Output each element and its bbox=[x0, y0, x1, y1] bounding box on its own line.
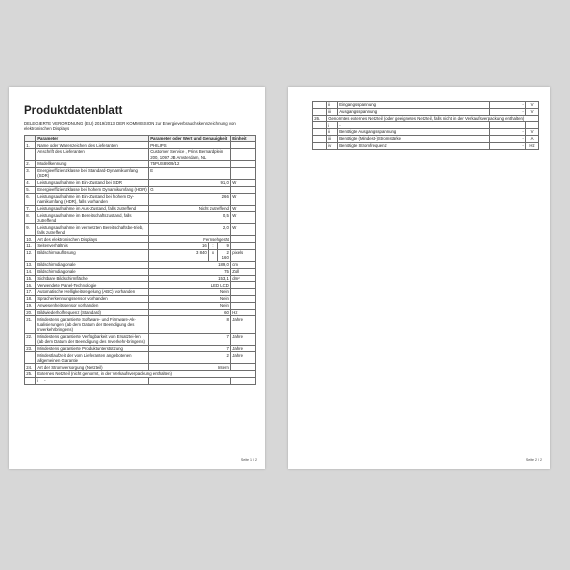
row-parameter: Benötigte (Mindest-)Stromstärke bbox=[338, 135, 490, 142]
table-row bbox=[25, 167, 256, 179]
row-parameter: Automatische Helligkeitsregelung (ABC) vorhanden bbox=[36, 289, 149, 296]
row-parameter: Energieeffizienzklasse bei hohem Dynamikumfang (HDR) bbox=[37, 187, 147, 193]
row-parameter: Leistungsaufnahme im Ein-Zustand bei SDR bbox=[36, 179, 149, 186]
row-value: - bbox=[490, 102, 526, 109]
row-value: 8 bbox=[149, 316, 231, 333]
row-unit: W bbox=[231, 205, 256, 212]
row-subindex: iii bbox=[327, 108, 338, 115]
row-value: 153,1 bbox=[149, 275, 231, 282]
row-number: 6. bbox=[25, 193, 36, 205]
row-value-separator: x bbox=[209, 249, 218, 261]
row-parameter: Energieeffizienzklasse bei Standard-Dynamikumfang (SDR) bbox=[36, 167, 149, 179]
row-number: 19. bbox=[25, 302, 36, 309]
row-parameter: Benötigte Stromfrequenz bbox=[338, 142, 490, 149]
row-number: 22. bbox=[25, 333, 36, 345]
row-number: 8. bbox=[25, 212, 36, 224]
row-number: 2. bbox=[25, 161, 36, 168]
table-row bbox=[25, 249, 256, 261]
row-value-1: 3 840 bbox=[149, 249, 209, 261]
row-value bbox=[490, 122, 526, 129]
row-number bbox=[25, 352, 36, 364]
row-number: 10. bbox=[25, 236, 36, 243]
row-number: 17. bbox=[25, 289, 36, 296]
row-parameter: Seitenverhältnis bbox=[36, 243, 149, 250]
row-number: 12. bbox=[25, 249, 36, 261]
row-parameter: Externes Netzteil (nicht genormt, in der Verkaufsverpackung enthalten) bbox=[36, 371, 256, 378]
row-number bbox=[25, 149, 36, 161]
table-row bbox=[313, 122, 539, 129]
row-unit bbox=[231, 302, 256, 309]
row-parameter: Bildschirmdiagonale bbox=[36, 261, 149, 268]
row-value: - bbox=[490, 135, 526, 142]
row-parameter: Mindestens garantierte Produktunterstützung bbox=[36, 345, 149, 352]
row-parameter: Leistungsaufnahme im Aus-Zustand, falls zutreffend bbox=[36, 205, 149, 212]
row-value: Nein bbox=[149, 295, 231, 302]
table-row bbox=[25, 224, 256, 236]
table-row bbox=[25, 345, 256, 352]
row-number bbox=[313, 102, 327, 109]
row-parameter: - bbox=[338, 122, 490, 129]
row-parameter: Eingangsspannung bbox=[338, 102, 490, 109]
row-value: LED LCD bbox=[149, 282, 231, 289]
row-parameter: Bildwiederholfrequenz (Standard) bbox=[36, 309, 149, 316]
row-unit: Zoll bbox=[231, 268, 256, 275]
table-row bbox=[25, 371, 256, 378]
row-unit: W bbox=[231, 193, 256, 205]
table-row bbox=[25, 282, 256, 289]
table-row bbox=[25, 316, 256, 333]
table-row bbox=[25, 364, 256, 371]
table-header bbox=[25, 135, 256, 142]
row-parameter: Genormtes externes Netzteil (oder geeignetes Netzteil, falls nicht in der Verkaufsverpackung enthalten) bbox=[327, 115, 539, 122]
row-unit: Jahre bbox=[231, 345, 256, 352]
row-subindex: iii bbox=[327, 135, 338, 142]
row-value: G bbox=[149, 186, 231, 193]
row-unit: W bbox=[231, 212, 256, 224]
row-number: 26. bbox=[313, 115, 327, 122]
row-unit: V bbox=[526, 108, 539, 115]
row-value: Nein bbox=[149, 302, 231, 309]
row-value-1: 16 bbox=[149, 243, 209, 250]
doc-title: Produktdatenblatt bbox=[24, 105, 123, 117]
row-unit: Jahre bbox=[231, 333, 256, 345]
row-value: Intern bbox=[149, 364, 231, 371]
table-row bbox=[313, 135, 539, 142]
row-subindex: i bbox=[37, 378, 39, 384]
row-value: Fernsehgerät bbox=[149, 236, 231, 243]
table-row bbox=[313, 108, 539, 115]
row-unit bbox=[231, 142, 256, 149]
row-unit bbox=[231, 161, 256, 168]
page-2 bbox=[288, 87, 550, 469]
row-unit bbox=[231, 282, 256, 289]
table-row bbox=[25, 243, 256, 250]
table-row bbox=[25, 142, 256, 149]
row-parameter bbox=[36, 377, 149, 384]
table-row bbox=[25, 302, 256, 309]
row-unit: Hz bbox=[231, 309, 256, 316]
row-unit bbox=[231, 149, 256, 161]
product-data-table-continued bbox=[312, 101, 539, 150]
row-value: 266 bbox=[149, 193, 231, 205]
table-row bbox=[25, 377, 256, 384]
table-row bbox=[25, 352, 256, 364]
row-unit: pixels bbox=[231, 249, 256, 261]
row-value: 91,0 bbox=[149, 179, 231, 186]
row-unit: Jahre bbox=[231, 316, 256, 333]
row-unit: dm² bbox=[231, 275, 256, 282]
row-number: 3. bbox=[25, 167, 36, 179]
table-row bbox=[313, 102, 539, 109]
row-unit bbox=[231, 167, 256, 179]
header-parameter: Parameter bbox=[36, 135, 149, 142]
row-value-separator: : bbox=[209, 243, 218, 250]
table-row bbox=[25, 186, 256, 193]
table-row bbox=[25, 193, 256, 205]
row-unit bbox=[231, 295, 256, 302]
table-row bbox=[25, 295, 256, 302]
row-parameter: Leistungsaufnahme im Ein-Zustand bei hohem Dy-namikumfang (HDR), falls vorhanden bbox=[36, 193, 149, 205]
row-number: 18. bbox=[25, 295, 36, 302]
row-value: 7 bbox=[149, 333, 231, 345]
page-footer: Seite 1 / 2 bbox=[240, 458, 257, 462]
row-number bbox=[313, 129, 327, 136]
row-unit bbox=[231, 377, 256, 384]
header-value: Parameter oder Wert und Genauigkeit bbox=[149, 135, 231, 142]
row-value: 189,0 bbox=[149, 261, 231, 268]
row-parameter: Anschrift des Lieferanten bbox=[36, 149, 149, 161]
row-number: 7. bbox=[25, 205, 36, 212]
row-parameter: Spracherkennungssensor vorhanden bbox=[36, 295, 149, 302]
row-number: 4. bbox=[25, 179, 36, 186]
row-value: 75PUS8909/12 bbox=[149, 161, 231, 168]
row-parameter: Verwendete Panel-Technologie bbox=[36, 282, 149, 289]
row-subindex: iv bbox=[327, 142, 338, 149]
row-number: 9. bbox=[25, 224, 36, 236]
row-value bbox=[149, 377, 231, 384]
row-unit: W bbox=[231, 224, 256, 236]
row-number: 11. bbox=[25, 243, 36, 250]
row-unit: A bbox=[526, 135, 539, 142]
row-value: - bbox=[490, 129, 526, 136]
header-unit: Einheit bbox=[231, 135, 256, 142]
row-parameter: Ausgangsspannung bbox=[338, 108, 490, 115]
row-unit bbox=[231, 243, 256, 250]
table-row bbox=[25, 161, 256, 168]
row-parameter: Leistungsaufnahme im vernetzten Bereitschaftsbe-trieb, falls zutreffend bbox=[36, 224, 149, 236]
row-number: 20. bbox=[25, 309, 36, 316]
row-subindex: ii bbox=[327, 102, 338, 109]
row-number: 14. bbox=[25, 268, 36, 275]
product-data-table bbox=[24, 135, 256, 385]
row-value: 60 bbox=[149, 309, 231, 316]
table-row bbox=[313, 115, 539, 122]
row-parameter: Modellkennung bbox=[36, 161, 149, 168]
row-parameter: Anwesenheitssensor vorhanden bbox=[36, 302, 149, 309]
page-footer: Seite 2 / 2 bbox=[525, 458, 542, 462]
row-number: 13. bbox=[25, 261, 36, 268]
row-value-2: 9 bbox=[218, 243, 231, 250]
row-value: 75 bbox=[149, 268, 231, 275]
row-unit: Hz bbox=[526, 142, 539, 149]
table-row bbox=[25, 205, 256, 212]
row-unit bbox=[231, 236, 256, 243]
row-parameter: Leistungsaufnahme im Bereitschaftszustand, falls zutreffend bbox=[36, 212, 149, 224]
row-number: 5. bbox=[25, 186, 36, 193]
table-row bbox=[25, 309, 256, 316]
row-unit bbox=[231, 186, 256, 193]
table-row bbox=[25, 268, 256, 275]
row-value: Nicht zutreffend bbox=[149, 205, 231, 212]
row-unit bbox=[231, 289, 256, 296]
table-row bbox=[25, 333, 256, 345]
row-parameter: Mindestlaufzeit der vom Lieferanten angebotenen allgemeinen Garantie bbox=[36, 352, 149, 364]
row-value: Customer Service , Prins Bernardplein 200, 1097 JB Amsterdam, NL bbox=[149, 149, 231, 161]
row-number: 23. bbox=[25, 345, 36, 352]
row-number: 24. bbox=[25, 364, 36, 371]
table-row bbox=[25, 179, 256, 186]
table-row bbox=[25, 289, 256, 296]
row-number: 25. bbox=[25, 371, 36, 378]
row-parameter-text: - bbox=[44, 378, 46, 384]
row-value-2: 2 160 bbox=[218, 249, 231, 261]
row-value: 0,5 bbox=[149, 212, 231, 224]
row-value: Nein bbox=[149, 289, 231, 296]
row-value: - bbox=[490, 142, 526, 149]
row-parameter: Art der Stromversorgung (Netzteil) bbox=[36, 364, 149, 371]
row-number: 15. bbox=[25, 275, 36, 282]
row-unit: cm bbox=[231, 261, 256, 268]
row-parameter: Benötigte Ausgangsspannung bbox=[338, 129, 490, 136]
row-number bbox=[313, 108, 327, 115]
row-unit: V bbox=[526, 129, 539, 136]
table-row bbox=[313, 129, 539, 136]
page-1 bbox=[9, 87, 265, 469]
row-unit: Jahre bbox=[231, 352, 256, 364]
row-value: 7 bbox=[149, 345, 231, 352]
row-parameter: Bildschirmdiagonale bbox=[36, 268, 149, 275]
row-value: 2 bbox=[149, 352, 231, 364]
row-number: 1. bbox=[25, 142, 36, 149]
table-row bbox=[25, 212, 256, 224]
row-parameter: Mindestens garantierte Software- und Firmware-Ak-tualisierungen (ab dem Datum der Beendigung des Inverkehrbringens) bbox=[36, 316, 149, 333]
row-value: 2,0 bbox=[149, 224, 231, 236]
table-row bbox=[25, 149, 256, 161]
row-subindex: i bbox=[327, 122, 338, 129]
row-number bbox=[313, 142, 327, 149]
row-number bbox=[313, 135, 327, 142]
row-parameter: Bildschirmauflösung bbox=[36, 249, 149, 261]
row-number: 21. bbox=[25, 316, 36, 333]
row-parameter: Mindestens garantierte Verfügbarkeit von Ersatztei-len (ab dem Datum der Beendigung des Inverkehr-bringens) bbox=[36, 333, 149, 345]
table-row bbox=[313, 142, 539, 149]
row-value: E bbox=[149, 167, 231, 179]
row-number bbox=[25, 377, 39, 384]
row-number bbox=[313, 122, 327, 129]
table-row bbox=[25, 261, 256, 268]
table-row bbox=[25, 275, 256, 282]
row-unit bbox=[526, 122, 539, 129]
doc-subtitle: DELEGIERTE VERORDNUNG (EU) 2019/2013 DER KOMMISSION zur Energieverbrauchskennzeichnung von elektronischen Displays bbox=[24, 121, 236, 132]
row-parameter: Name oder Warenzeichen des Lieferanten bbox=[36, 142, 149, 149]
row-value: - bbox=[490, 108, 526, 115]
row-unit: V bbox=[526, 102, 539, 109]
table-row bbox=[25, 236, 256, 243]
row-subindex: ii bbox=[327, 129, 338, 136]
row-value: PHILIPS bbox=[149, 142, 231, 149]
row-unit bbox=[231, 364, 256, 371]
row-parameter: Art des elektronischen Displays bbox=[36, 236, 149, 243]
row-number: 16. bbox=[25, 282, 36, 289]
row-parameter: Sichtbare Bildschirmfläche bbox=[36, 275, 149, 282]
row-unit: W bbox=[231, 179, 256, 186]
